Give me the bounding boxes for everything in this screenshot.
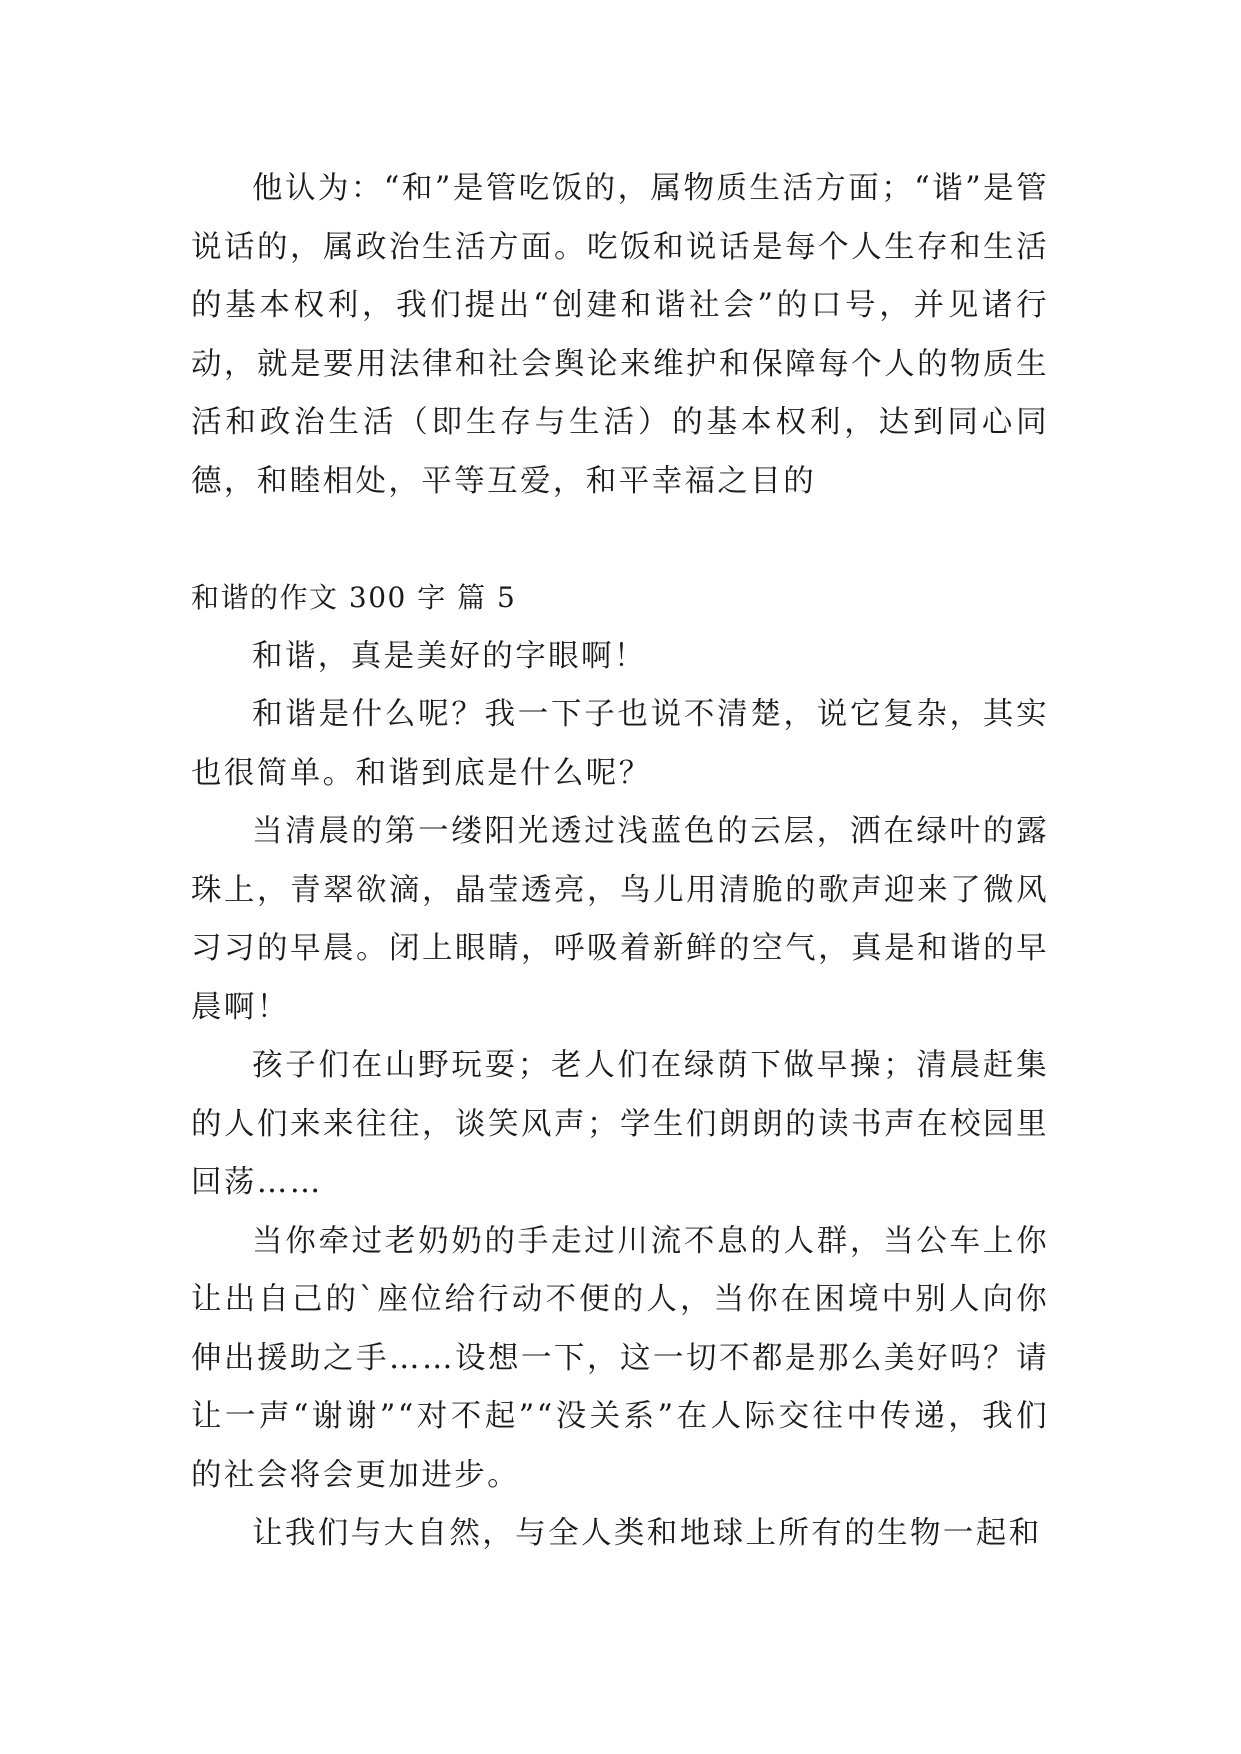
- paragraph-1: 和谐，真是美好的字眼啊！: [252, 638, 647, 674]
- paragraph-5: 当你牵过老奶奶的手走过川流不息的人群，当公车上你让出自己的`座位给行动不便的人，当你在困境中别人向你伸出援助之手……设想一下，这一切不都是那么美好吗？请让一声“谢谢”“对不起”“没关系”在人际交往中传递，我们的社会将会更加进步。: [191, 1223, 1049, 1493]
- section-heading: 和谐的作文 300 字 篇 5: [191, 581, 517, 614]
- intro-paragraph: 他认为：“和”是管吃饭的，属物质生活方面；“谐”是管说话的，属政治生活方面。吃饭和说话是每个人生存和生活的基本权利，我们提出“创建和谐社会”的口号，并见诸行动，就是要用法律和社会舆论来维护和保障每个人的物质生活和政治生活（即生存与生活）的基本权利，达到同心同德，和睦相处，平等互爱，和平幸福之目的: [191, 171, 1049, 499]
- paragraph-2: 和谐是什么呢？我一下子也说不清楚，说它复杂，其实也很简单。和谐到底是什么呢？: [191, 697, 1049, 791]
- document-body: [191, 160, 1049, 1564]
- paragraph-6: 让我们与大自然，与全人类和地球上所有的生物一起和: [252, 1516, 1042, 1551]
- paragraph-4: 孩子们在山野玩耍；老人们在绿荫下做早操；清晨赶集的人们来来往往，谈笑风声；学生们朗朗的读书声在校园里回荡……: [191, 1048, 1049, 1200]
- paragraph-3: 当清晨的第一缕阳光透过浅蓝色的云层，洒在绿叶的露珠上，青翠欲滴，晶莹透亮，鸟儿用清脆的歌声迎来了微风习习的早晨。闭上眼睛，呼吸着新鲜的空气，真是和谐的早晨啊！: [191, 814, 1049, 1025]
